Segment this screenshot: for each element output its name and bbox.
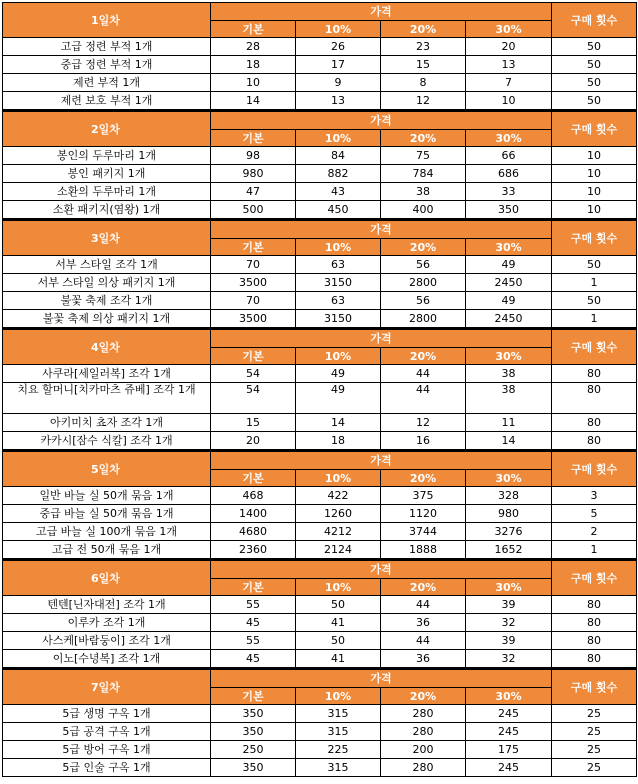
table-row [3,705,637,723]
item-name: 소환 패키지(염왕) 1개 [3,201,211,220]
base-price: 54 [211,383,296,414]
item-name: 사쿠라[세일러복] 조각 1개 [3,365,211,383]
discount-10-header: 10% [296,470,381,487]
price-header: 가격 [211,3,552,21]
table-row [3,201,637,220]
table-row [3,505,637,523]
discount-10-header: 10% [296,130,381,147]
table-row [3,741,637,759]
base-price: 54 [211,365,296,383]
base-price: 98 [211,147,296,165]
day-label: 4일차 [3,329,211,365]
purchase-count: 10 [552,147,637,165]
base-price: 250 [211,741,296,759]
purchase-count: 80 [552,596,637,614]
table-row [3,723,637,741]
table-row [3,759,637,777]
purchase-count: 10 [552,165,637,183]
section-header-row [3,560,637,579]
price-table [2,2,637,777]
table-row [3,414,637,432]
price-30: 980 [466,505,552,523]
price-10: 18 [296,432,381,451]
base-price-header: 기본 [211,579,296,596]
base-price: 70 [211,292,296,310]
price-10: 49 [296,365,381,383]
day-label: 7일차 [3,669,211,705]
item-name: 고급 전 50개 묶음 1개 [3,541,211,560]
price-20: 400 [381,201,466,220]
table-row [3,183,637,201]
purchase-count: 50 [552,74,637,92]
purchase-count: 50 [552,92,637,111]
table-row [3,310,637,329]
item-name: 불꽃 축제 조각 1개 [3,292,211,310]
price-20: 784 [381,165,466,183]
price-20: 16 [381,432,466,451]
section-header-row [3,3,637,21]
price-10: 43 [296,183,381,201]
price-30: 245 [466,705,552,723]
price-10: 315 [296,723,381,741]
price-30: 38 [466,365,552,383]
base-price: 468 [211,487,296,505]
section-header-row [3,220,637,239]
price-20: 280 [381,723,466,741]
item-name: 사스케[바람둥이] 조각 1개 [3,632,211,650]
table-row [3,596,637,614]
item-name: 봉인의 두루마리 1개 [3,147,211,165]
price-20: 8 [381,74,466,92]
purchase-count: 50 [552,292,637,310]
item-name: 이루카 조각 1개 [3,614,211,632]
price-header: 가격 [211,111,552,130]
purchase-count: 1 [552,310,637,329]
price-header: 가격 [211,220,552,239]
purchase-count: 25 [552,705,637,723]
purchase-count: 1 [552,274,637,292]
base-price: 3500 [211,310,296,329]
purchase-count: 10 [552,201,637,220]
purchase-count: 50 [552,256,637,274]
table-row [3,256,637,274]
table-row [3,487,637,505]
section-header-row [3,329,637,348]
price-20: 15 [381,56,466,74]
discount-20-header: 20% [381,21,466,38]
price-30: 2450 [466,274,552,292]
price-10: 3150 [296,310,381,329]
item-name: 치요 할머니[치카마츠 쥬베] 조각 1개 [3,383,211,414]
base-price-header: 기본 [211,348,296,365]
section-header-row [3,111,637,130]
price-10: 41 [296,650,381,669]
price-header: 가격 [211,329,552,348]
item-name: 불꽃 축제 의상 패키지 1개 [3,310,211,329]
table-row [3,365,637,383]
price-10: 63 [296,256,381,274]
table-row [3,56,637,74]
table-row [3,38,637,56]
purchase-count: 80 [552,383,637,414]
base-price-header: 기본 [211,239,296,256]
discount-10-header: 10% [296,348,381,365]
table-row [3,74,637,92]
price-20: 44 [381,383,466,414]
price-20: 1120 [381,505,466,523]
price-20: 56 [381,256,466,274]
purchase-count: 5 [552,505,637,523]
price-30: 7 [466,74,552,92]
price-20: 36 [381,650,466,669]
base-price: 10 [211,74,296,92]
section-header-row [3,669,637,688]
discount-30-header: 30% [466,470,552,487]
purchase-count-header: 구매 횟수 [552,111,637,147]
discount-10-header: 10% [296,688,381,705]
price-10: 1260 [296,505,381,523]
price-20: 75 [381,147,466,165]
purchase-count-header: 구매 횟수 [552,669,637,705]
discount-30-header: 30% [466,579,552,596]
day-label: 2일차 [3,111,211,147]
base-price: 1400 [211,505,296,523]
base-price: 45 [211,614,296,632]
table-row [3,614,637,632]
base-price-header: 기본 [211,470,296,487]
item-name: 소환의 두루마리 1개 [3,183,211,201]
discount-20-header: 20% [381,579,466,596]
price-20: 38 [381,183,466,201]
price-10: 3150 [296,274,381,292]
price-10: 882 [296,165,381,183]
base-price: 45 [211,650,296,669]
table-row [3,383,637,414]
item-name: 일반 바늘 실 50개 묶음 1개 [3,487,211,505]
table-row [3,92,637,111]
base-price: 350 [211,705,296,723]
item-name: 중급 바늘 실 50개 묶음 1개 [3,505,211,523]
discount-30-header: 30% [466,239,552,256]
item-name: 제련 부적 1개 [3,74,211,92]
item-name: 5급 공격 구옥 1개 [3,723,211,741]
price-30: 20 [466,38,552,56]
price-10: 9 [296,74,381,92]
price-10: 225 [296,741,381,759]
price-10: 17 [296,56,381,74]
purchase-count: 25 [552,759,637,777]
price-10: 41 [296,614,381,632]
price-10: 2124 [296,541,381,560]
section-header-row [3,451,637,470]
day-label: 6일차 [3,560,211,596]
price-10: 422 [296,487,381,505]
price-20: 12 [381,414,466,432]
purchase-count: 50 [552,38,637,56]
price-20: 280 [381,759,466,777]
price-30: 2450 [466,310,552,329]
price-30: 1652 [466,541,552,560]
item-name: 카카시[잠수 식칼] 조각 1개 [3,432,211,451]
price-header: 가격 [211,560,552,579]
purchase-count-header: 구매 횟수 [552,3,637,38]
base-price-header: 기본 [211,688,296,705]
purchase-count: 80 [552,414,637,432]
price-30: 11 [466,414,552,432]
item-name: 5급 생명 구옥 1개 [3,705,211,723]
price-30: 328 [466,487,552,505]
price-30: 39 [466,596,552,614]
price-10: 14 [296,414,381,432]
price-30: 39 [466,632,552,650]
price-20: 375 [381,487,466,505]
purchase-count: 1 [552,541,637,560]
base-price: 350 [211,759,296,777]
price-30: 38 [466,383,552,414]
base-price: 4680 [211,523,296,541]
price-20: 56 [381,292,466,310]
table-row [3,292,637,310]
discount-10-header: 10% [296,21,381,38]
item-name: 중급 정련 부적 1개 [3,56,211,74]
table-row [3,632,637,650]
base-price: 55 [211,632,296,650]
price-20: 44 [381,632,466,650]
price-20: 44 [381,365,466,383]
table-row [3,274,637,292]
price-10: 4212 [296,523,381,541]
purchase-count: 3 [552,487,637,505]
base-price: 350 [211,723,296,741]
price-20: 36 [381,614,466,632]
table-row [3,541,637,560]
base-price: 70 [211,256,296,274]
purchase-count: 50 [552,56,637,74]
price-30: 175 [466,741,552,759]
table-row [3,147,637,165]
price-10: 49 [296,383,381,414]
discount-30-header: 30% [466,130,552,147]
purchase-count: 80 [552,632,637,650]
price-30: 686 [466,165,552,183]
price-30: 32 [466,614,552,632]
discount-20-header: 20% [381,470,466,487]
discount-20-header: 20% [381,688,466,705]
purchase-count: 80 [552,650,637,669]
price-30: 10 [466,92,552,111]
base-price: 500 [211,201,296,220]
discount-10-header: 10% [296,579,381,596]
price-10: 50 [296,596,381,614]
price-20: 12 [381,92,466,111]
table-row [3,650,637,669]
price-30: 32 [466,650,552,669]
price-header: 가격 [211,669,552,688]
price-30: 3276 [466,523,552,541]
price-30: 245 [466,759,552,777]
item-name: 5급 방어 구옥 1개 [3,741,211,759]
price-10: 450 [296,201,381,220]
discount-30-header: 30% [466,348,552,365]
price-20: 23 [381,38,466,56]
item-name: 고급 바늘 실 100개 묶음 1개 [3,523,211,541]
discount-20-header: 20% [381,239,466,256]
price-20: 3744 [381,523,466,541]
item-name: 텐텐[닌자대전] 조각 1개 [3,596,211,614]
price-20: 44 [381,596,466,614]
price-30: 245 [466,723,552,741]
purchase-count-header: 구매 횟수 [552,220,637,256]
discount-20-header: 20% [381,130,466,147]
purchase-count: 25 [552,723,637,741]
price-10: 315 [296,759,381,777]
item-name: 5급 인술 구옥 1개 [3,759,211,777]
price-30: 66 [466,147,552,165]
price-30: 49 [466,292,552,310]
item-name: 고급 정련 부적 1개 [3,38,211,56]
price-10: 13 [296,92,381,111]
price-10: 26 [296,38,381,56]
discount-10-header: 10% [296,239,381,256]
purchase-count-header: 구매 횟수 [552,451,637,487]
purchase-count: 80 [552,614,637,632]
base-price: 980 [211,165,296,183]
price-10: 63 [296,292,381,310]
price-20: 280 [381,705,466,723]
discount-30-header: 30% [466,688,552,705]
item-name: 이노[수녕복] 조각 1개 [3,650,211,669]
day-label: 5일차 [3,451,211,487]
base-price-header: 기본 [211,130,296,147]
base-price: 2360 [211,541,296,560]
base-price: 14 [211,92,296,111]
price-20: 200 [381,741,466,759]
price-30: 49 [466,256,552,274]
table-row [3,165,637,183]
purchase-count: 80 [552,432,637,451]
day-label: 1일차 [3,3,211,38]
price-10: 50 [296,632,381,650]
base-price: 47 [211,183,296,201]
price-20: 2800 [381,274,466,292]
price-20: 2800 [381,310,466,329]
base-price: 20 [211,432,296,451]
base-price: 3500 [211,274,296,292]
price-10: 315 [296,705,381,723]
item-name: 서부 스타일 조각 1개 [3,256,211,274]
purchase-count: 80 [552,365,637,383]
purchase-count-header: 구매 횟수 [552,560,637,596]
discount-20-header: 20% [381,348,466,365]
base-price-header: 기본 [211,21,296,38]
purchase-count: 2 [552,523,637,541]
price-10: 84 [296,147,381,165]
purchase-count: 25 [552,741,637,759]
purchase-count: 10 [552,183,637,201]
item-name: 서부 스타일 의상 패키지 1개 [3,274,211,292]
price-30: 350 [466,201,552,220]
price-20: 1888 [381,541,466,560]
price-header: 가격 [211,451,552,470]
base-price: 28 [211,38,296,56]
purchase-count-header: 구매 횟수 [552,329,637,365]
table-row [3,523,637,541]
item-name: 아키미치 쵸자 조각 1개 [3,414,211,432]
discount-30-header: 30% [466,21,552,38]
item-name: 제련 보호 부적 1개 [3,92,211,111]
base-price: 15 [211,414,296,432]
base-price: 55 [211,596,296,614]
table-row [3,432,637,451]
price-30: 13 [466,56,552,74]
base-price: 18 [211,56,296,74]
item-name: 봉인 패키지 1개 [3,165,211,183]
price-30: 14 [466,432,552,451]
price-30: 33 [466,183,552,201]
day-label: 3일차 [3,220,211,256]
